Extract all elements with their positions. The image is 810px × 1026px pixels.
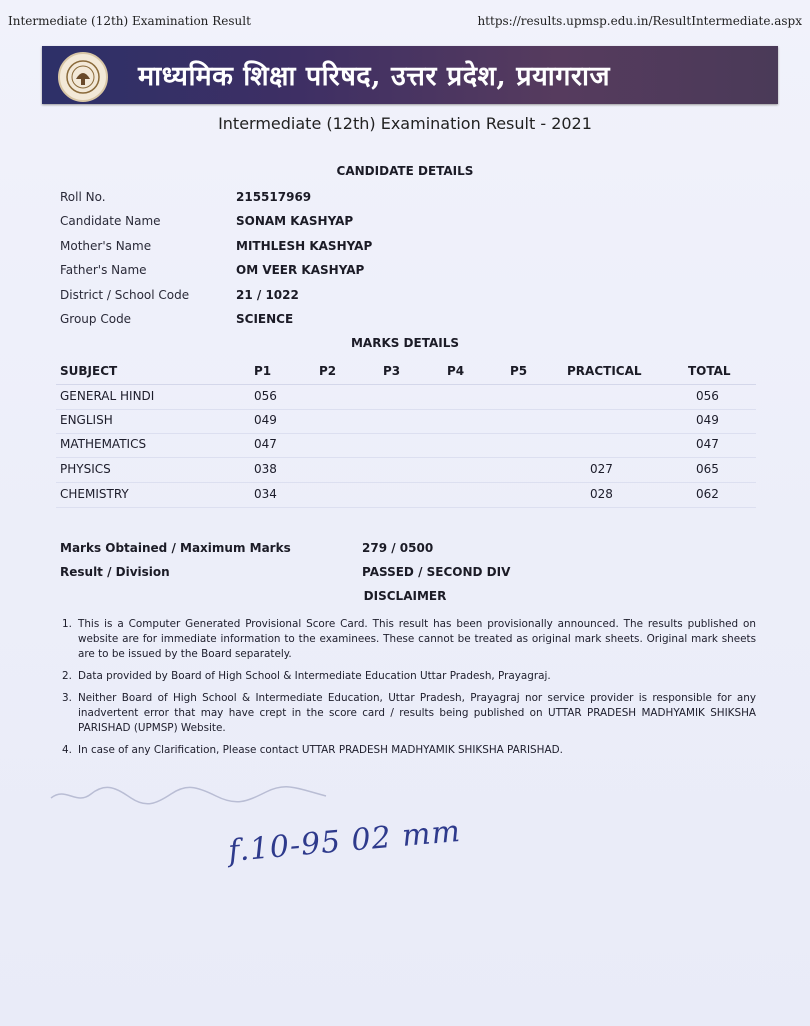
col-p5: P5 bbox=[510, 364, 528, 378]
list-item: 2. Data provided by Board of High School & Intermediate Education Uttar Pradesh, Prayagraj. bbox=[62, 669, 756, 684]
mother-name-value: MITHLESH KASHYAP bbox=[236, 239, 373, 253]
col-total: TOTAL bbox=[688, 364, 731, 378]
subject-cell: GENERAL HINDI bbox=[60, 389, 155, 403]
marks-table-header bbox=[56, 360, 756, 385]
group-code-label: Group Code bbox=[60, 312, 132, 326]
handwritten-note: f.10-95 02 mm bbox=[226, 813, 463, 870]
col-p1: P1 bbox=[254, 364, 272, 378]
district-school-code-value: 21 / 1022 bbox=[236, 288, 299, 302]
mother-name-label: Mother's Name bbox=[60, 239, 152, 253]
result-title: Intermediate (12th) Examination Result - 2021 bbox=[218, 114, 592, 133]
candidate-name-value: SONAM KASHYAP bbox=[236, 214, 354, 228]
table-row bbox=[56, 483, 756, 508]
col-p2: P2 bbox=[319, 364, 337, 378]
candidate-name-label: Candidate Name bbox=[60, 214, 161, 228]
result-division-label: Result / Division bbox=[60, 565, 170, 579]
disclaimer-text: Data provided by Board of High School & Intermediate Education Uttar Pradesh, Prayagraj. bbox=[78, 670, 551, 682]
p1-cell: 047 bbox=[254, 437, 277, 451]
table-row bbox=[56, 458, 756, 483]
subject-cell: ENGLISH bbox=[60, 413, 113, 427]
total-cell: 049 bbox=[696, 413, 719, 427]
print-header-title: Intermediate (12th) Examination Result bbox=[8, 14, 251, 28]
table-row bbox=[56, 409, 756, 434]
p1-cell: 038 bbox=[254, 462, 277, 476]
disclaimer-list bbox=[62, 617, 756, 765]
list-item: 1. This is a Computer Generated Provisional Score Card. This result has been provisionally announced. The results published on website are for immediate information to the examinees. These cannot be treated as original mark sheets. Original mark sheets are to be issued by the Board separately. bbox=[62, 618, 756, 660]
up-board-emblem-icon bbox=[58, 52, 108, 102]
total-cell: 047 bbox=[696, 437, 719, 451]
board-banner bbox=[42, 46, 778, 104]
marks-details-heading: MARKS DETAILS bbox=[350, 336, 460, 350]
board-name-title: माध्यमिक शिक्षा परिषद, उत्तर प्रदेश, प्रयागराज bbox=[138, 61, 610, 92]
table-row bbox=[56, 433, 756, 458]
subject-cell: MATHEMATICS bbox=[60, 437, 147, 451]
result-division-value: PASSED / SECOND DIV bbox=[362, 565, 511, 579]
roll-no-label: Roll No. bbox=[60, 190, 106, 204]
disclaimer-text: This is a Computer Generated Provisional Score Card. This result has been provisionally announced. The results published on website are for immediate information to the examinees. These cannot be treated as original mark sheets. Original mark sheets are to be issued by the Board separately. bbox=[78, 618, 756, 660]
col-subject: SUBJECT bbox=[60, 364, 118, 378]
p1-cell: 056 bbox=[254, 389, 277, 403]
disclaimer-text: In case of any Clarification, Please contact UTTAR PRADESH MADHYAMIK SHIKSHA PARISHAD. bbox=[78, 744, 563, 756]
col-practical: PRACTICAL bbox=[567, 364, 642, 378]
district-school-code-label: District / School Code bbox=[60, 288, 190, 302]
list-item: 3. Neither Board of High School & Intermediate Education, Uttar Pradesh, Prayagraj nor service provider is responsible for any inadvertent error that may have crept in the score card / results being published on UTTAR PRADESH MADHYAMIK SHIKSHA PARISHAD (UPMSP) Website. bbox=[62, 692, 756, 734]
father-name-label: Father's Name bbox=[60, 263, 147, 277]
total-cell: 056 bbox=[696, 389, 719, 403]
subject-cell: PHYSICS bbox=[60, 462, 111, 476]
disclaimer-heading: DISCLAIMER bbox=[363, 589, 447, 603]
marks-obtained-value: 279 / 0500 bbox=[362, 541, 434, 555]
father-name-value: OM VEER KASHYAP bbox=[236, 263, 365, 277]
roll-no-value: 215517969 bbox=[236, 190, 312, 204]
practical-cell: 028 bbox=[590, 487, 613, 501]
candidate-details-heading: CANDIDATE DETAILS bbox=[336, 164, 474, 178]
list-item: 4. In case of any Clarification, Please contact UTTAR PRADESH MADHYAMIK SHIKSHA PARISHAD. bbox=[62, 743, 756, 758]
marks-obtained-label: Marks Obtained / Maximum Marks bbox=[60, 541, 291, 555]
col-p4: P4 bbox=[447, 364, 465, 378]
disclaimer-text: Neither Board of High School & Intermediate Education, Uttar Pradesh, Prayagraj nor service provider is responsible for any inadvertent error that may have crept in the score card / results being published on UTTAR PRADESH MADHYAMIK SHIKSHA PARISHAD (UPMSP) Website. bbox=[78, 692, 756, 734]
practical-cell: 027 bbox=[590, 462, 613, 476]
total-cell: 062 bbox=[696, 487, 719, 501]
group-code-value: SCIENCE bbox=[236, 312, 294, 326]
p1-cell: 049 bbox=[254, 413, 277, 427]
faint-signature-icon bbox=[46, 780, 336, 810]
subject-cell: CHEMISTRY bbox=[60, 487, 129, 501]
print-header-url: https://results.upmsp.edu.in/ResultIntermediate.aspx bbox=[477, 14, 802, 28]
p1-cell: 034 bbox=[254, 487, 277, 501]
table-row bbox=[56, 385, 756, 410]
total-cell: 065 bbox=[696, 462, 719, 476]
col-p3: P3 bbox=[383, 364, 401, 378]
